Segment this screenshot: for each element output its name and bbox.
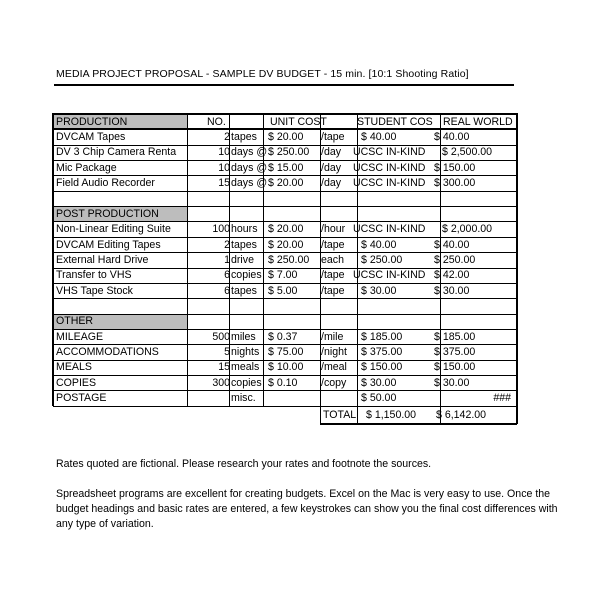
total-real: $ 6,142.00 xyxy=(436,408,487,421)
item-student-cost: $ 375.00 xyxy=(361,345,403,358)
section-label: OTHER xyxy=(56,315,94,328)
item-real-world: $ 150.00 xyxy=(434,361,476,374)
item-student-cost: UCSC IN-KIND xyxy=(353,177,426,190)
item-rate: $ 20.00 xyxy=(268,177,304,190)
item-qty: 2 xyxy=(224,238,230,251)
item-qty: 100 xyxy=(212,223,230,236)
item-name: DVCAM Editing Tapes xyxy=(56,238,161,251)
item-unit: copies xyxy=(231,376,262,389)
grid-line xyxy=(53,298,517,299)
item-real-world: $ 42.00 xyxy=(434,269,470,282)
item-rate: $ 0.10 xyxy=(268,376,298,389)
item-student-cost: $ 40.00 xyxy=(361,238,397,251)
item-rate: $ 20.00 xyxy=(268,131,304,144)
item-rate: $ 5.00 xyxy=(268,284,298,297)
item-qty: 2 xyxy=(224,131,230,144)
item-unit: copies xyxy=(231,269,262,282)
item-rate: $ 15.00 xyxy=(268,161,304,174)
item-real-world: $ 2,000.00 xyxy=(442,223,493,236)
item-rate: $ 0.37 xyxy=(268,330,298,343)
item-real-world: $ 2,500.00 xyxy=(442,146,493,159)
item-real-world: $ 250.00 xyxy=(434,253,476,266)
item-unit: days @ xyxy=(231,161,268,174)
item-student-cost: $ 40.00 xyxy=(361,131,397,144)
item-name: Mic Package xyxy=(56,161,117,174)
item-qty: 300 xyxy=(212,376,230,389)
grid-line xyxy=(516,113,518,424)
item-unit: drive xyxy=(231,253,254,266)
item-student-cost: UCSC IN-KIND xyxy=(353,146,426,159)
item-name: ACCOMMODATIONS xyxy=(56,345,159,358)
item-per: /tape xyxy=(321,131,345,144)
item-qty: 5 xyxy=(224,345,230,358)
item-name: DV 3 Chip Camera Renta xyxy=(56,146,177,159)
item-per: /meal xyxy=(321,361,347,374)
item-per: /day xyxy=(321,177,342,190)
item-qty: 15 xyxy=(218,361,230,374)
grid-line xyxy=(53,314,517,315)
item-qty: 6 xyxy=(224,269,230,282)
item-real-world: $ 40.00 xyxy=(434,238,470,251)
item-name: COPIES xyxy=(56,376,97,389)
item-unit: hours xyxy=(231,223,258,236)
grid-line xyxy=(53,191,517,192)
item-name: DVCAM Tapes xyxy=(56,131,126,144)
total-student: $ 1,150.00 xyxy=(366,408,417,421)
item-student-cost: UCSC IN-KIND xyxy=(353,161,426,174)
item-real-world: $ 40.00 xyxy=(434,131,470,144)
section-label: POST PRODUCTION xyxy=(56,207,159,220)
header-category: PRODUCTION xyxy=(56,115,128,128)
item-per: /night xyxy=(321,345,347,358)
note-rates: Rates quoted are fictional. Please research your rates and footnote the sources. xyxy=(56,458,432,470)
item-rate: $ 250.00 xyxy=(268,146,310,159)
header-student-cost: STUDENT COS xyxy=(357,115,433,128)
item-per: /day xyxy=(321,146,342,159)
item-rate: $ 7.00 xyxy=(268,269,298,282)
item-qty: 6 xyxy=(224,284,230,297)
notes xyxy=(56,457,576,547)
item-unit: tapes xyxy=(231,131,257,144)
item-per: /tape xyxy=(321,269,345,282)
item-name: Non-Linear Editing Suite xyxy=(56,223,171,236)
item-rate: $ 10.00 xyxy=(268,361,304,374)
item-real-world: $ 30.00 xyxy=(434,376,470,389)
item-name: VHS Tape Stock xyxy=(56,284,133,297)
item-real-world: $ 375.00 xyxy=(434,345,476,358)
header-no: NO. xyxy=(207,115,226,128)
item-unit: miles xyxy=(231,330,256,343)
item-per: /tape xyxy=(321,238,345,251)
item-qty: 10 xyxy=(218,146,230,159)
item-qty: 500 xyxy=(212,330,230,343)
item-unit: tapes xyxy=(231,238,257,251)
item-rate: $ 75.00 xyxy=(268,345,304,358)
item-unit: nights xyxy=(231,345,260,358)
item-per: /day xyxy=(321,161,342,174)
item-name: Transfer to VHS xyxy=(56,269,132,282)
item-qty: 1 xyxy=(224,253,230,266)
item-qty: 15 xyxy=(218,177,230,190)
item-student-cost: $ 150.00 xyxy=(361,361,403,374)
item-rate: $ 20.00 xyxy=(268,223,304,236)
item-name: MEALS xyxy=(56,361,92,374)
item-real-world: ### xyxy=(493,392,511,404)
grid-line xyxy=(52,113,54,406)
item-real-world: $ 300.00 xyxy=(434,177,476,190)
item-unit: tapes xyxy=(231,284,257,297)
item-student-cost: $ 185.00 xyxy=(361,330,403,343)
item-unit: misc. xyxy=(231,392,256,404)
item-unit: meals xyxy=(231,361,260,374)
item-real-world: $ 185.00 xyxy=(434,330,476,343)
item-student-cost: $ 30.00 xyxy=(361,284,397,297)
item-rate: $ 20.00 xyxy=(268,238,304,251)
item-unit: days @ xyxy=(231,177,268,190)
item-student-cost: UCSC IN-KIND xyxy=(353,269,426,282)
header-unit-cost: UNIT COST xyxy=(270,115,327,128)
item-qty: 10 xyxy=(218,161,230,174)
header-real-world: REAL WORLD xyxy=(443,115,513,128)
item-per: /hour xyxy=(321,223,346,236)
item-name: Field Audio Recorder xyxy=(56,177,155,190)
item-real-world: $ 30.00 xyxy=(434,284,470,297)
item-name: External Hard Drive xyxy=(56,253,149,266)
item-student-cost: $ 30.00 xyxy=(361,376,397,389)
item-name: MILEAGE xyxy=(56,330,104,343)
item-student-cost: $ 50.00 xyxy=(361,392,397,404)
item-per: /mile xyxy=(321,330,344,343)
grid-line xyxy=(320,423,517,425)
document-title: MEDIA PROJECT PROPOSAL - SAMPLE DV BUDGET - 15 min. [10:1 Shooting Ratio] xyxy=(56,68,469,80)
item-per: /tape xyxy=(321,284,345,297)
total-label: TOTAL xyxy=(323,408,357,421)
item-unit: days @ xyxy=(231,146,268,159)
item-student-cost: UCSC IN-KIND xyxy=(353,223,426,236)
item-per: /copy xyxy=(321,376,347,389)
item-rate: $ 250.00 xyxy=(268,253,310,266)
grid-line xyxy=(53,406,517,407)
item-per: each xyxy=(321,253,344,266)
item-student-cost: $ 250.00 xyxy=(361,253,403,266)
item-name: POSTAGE xyxy=(56,392,107,404)
item-real-world: $ 150.00 xyxy=(434,161,476,174)
note-spreadsheets: Spreadsheet programs are excellent for creating budgets. Excel on the Mac is very easy to use. Once the budget headings and basic rates are entered, a few keystrokes can show you the final cost differences with any type of variation. xyxy=(56,488,558,530)
